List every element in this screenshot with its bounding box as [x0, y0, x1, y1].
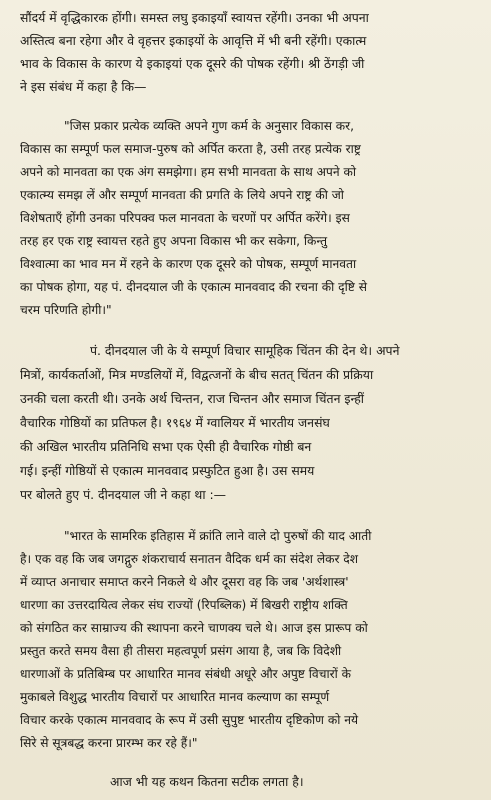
- text-line: ने इस संबंध में कहा है कि—: [20, 79, 147, 94]
- text-line: मित्रों, कार्यकर्ताओं, मित्र मण्डलियों में, विद्वत्जनों के बीच सतत् चिंतन की प्रक्रिया: [20, 367, 374, 382]
- text-line: एकात्म्य समझ लें और सम्पूर्ण मानवता की प्रगति के लिये अपने राष्ट्र की जो: [20, 188, 344, 202]
- text-line: विचार करके एकात्म मानववाद के रूप में उसी सुपुष्ट भारतीय दृष्टिकोण को नये: [20, 713, 359, 727]
- text-line: धारणाओं के प्रतिबिम्ब पर आधारित मानव संबंधी अधूरे और अपुष्ट विचारों के: [20, 667, 351, 681]
- text-line: है। एक वह कि जब जगद्गुरु शंकराचार्य सनातन वैदिक धर्म का संदेश लेकर देश: [20, 552, 359, 566]
- text-line: "भारत के सामरिक इतिहास में क्रांति लाने वाले दो पुरुषों की याद आती: [64, 529, 372, 543]
- text-line: प्रस्तुत करते समय वैसा ही तीसरा महत्वपूर्ण प्रसंग आया है, जब कि विदेशी: [20, 644, 342, 658]
- text-line: सौंदर्य में वृद्धिकारक होंगी। समस्त लघु इकाइयाँ स्वायत्त रहेंगी। उनका भी अपना: [20, 10, 369, 25]
- text-line: उनकी चला करती थी। उनके अर्थ चिन्तन, राज चिन्तन और समाज चिंतन इन्हीं: [20, 391, 364, 406]
- text-line: विकास का सम्पूर्ण फल समाज-पुरुष को अर्पित करता है, उसी तरह प्रत्येक राष्ट्र: [20, 142, 361, 156]
- text-line: विशेषताएँ होंगी उनका परिपक्व फल मानवता के चरणों पर अर्पित करेंगे। इस: [20, 211, 350, 225]
- text-line: विश्वात्मा का भाव मन में रहने के कारण एक दूसरे को पोषक, सम्पूर्ण मानवता: [20, 257, 357, 271]
- text-line: पर बोलते हुए पं. दीनदयाल जी ने कहा था :—: [20, 487, 227, 502]
- text-line: चरम परिणति होगी।": [20, 303, 112, 317]
- text-line: मुकाबले विशुद्ध भारतीय विचारों पर आधारित मानव कल्याण का सम्पूर्ण: [20, 690, 330, 704]
- text-line: गई। इन्हीं गोष्ठियों से एकात्म मानववाद प्रस्फुटित हुआ है। उस समय: [20, 463, 315, 478]
- text-line: आज भी यह कथन कितना सटीक लगता है।: [110, 774, 304, 789]
- text-line: वैचारिक गोष्ठियों का प्रतिफल है। १९६४ में ग्वालियर में भारतीय जनसंघ: [20, 415, 330, 430]
- text-line: पं. दीनदयाल जी के ये सम्पूर्ण विचार सामूहिक चिंतन की देन थे। अपने: [90, 343, 400, 358]
- text-line: धारणा का उत्तरदायित्व लेकर संघ राज्यों (रिपब्लिक) में बिखरी राष्ट्रीय शक्ति: [20, 598, 348, 612]
- text-line: "जिस प्रकार प्रत्येक व्यक्ति अपने गुण कर्म के अनुसार विकास कर,: [64, 119, 355, 133]
- text-line: भाव के विकास के कारण ये इकाइयां एक दूसरे की पोषक रहेंगी। श्री ठेंगड़ी जी: [20, 56, 365, 71]
- text-line: में व्याप्त अनाचार समाप्त करने निकले थे और दूसरा वह कि जब 'अर्थशास्त्र': [20, 575, 349, 589]
- text-line: सिरे से सूत्रबद्ध करना प्रारम्भ कर रहे हैं।": [20, 736, 198, 750]
- text-line: का पोषक होगा, यह पं. दीनदयाल जी के एकात्म मानववाद की रचना की दृष्टि से: [20, 280, 368, 294]
- text-line: अस्तित्व बना रहेगा और वे वृहत्तर इकाइयों के आवृत्ति में भी बनी रहेंगी। एकात्म: [20, 33, 367, 48]
- text-line: तरह हर एक राष्ट्र स्वायत्त रहते हुए अपना विकास भी कर सकेगा, किन्तु: [20, 234, 328, 248]
- text-line: की अखिल भारतीय प्रतिनिधि सभा एक ऐसी ही वैचारिक गोष्ठी बन: [20, 439, 312, 454]
- text-line: को संगठित कर साम्राज्य की स्थापना करने चाणक्य चले थे। आज इस प्रारूप को: [20, 621, 368, 635]
- text-line: अपने को मानवता का एक अंग समझेगा। हम सभी मानवता के साथ अपने को: [20, 165, 357, 179]
